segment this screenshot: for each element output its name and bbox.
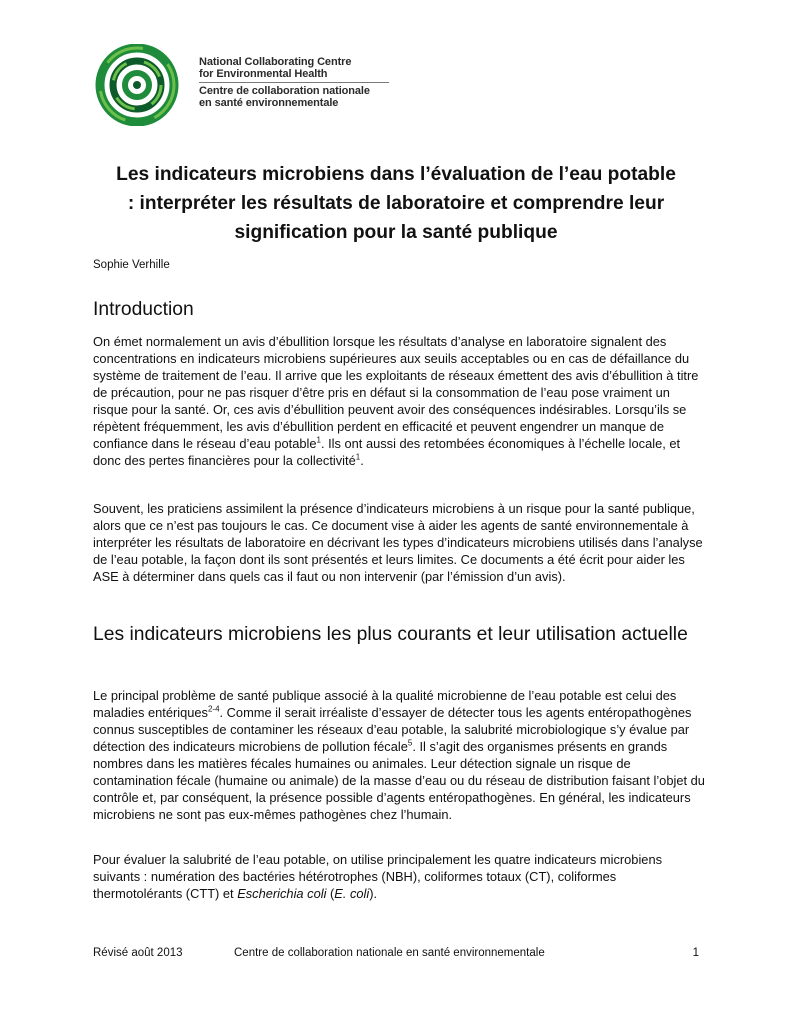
footer-organization: Centre de collaboration nationale en santé environnementale [234,947,545,959]
intro-paragraph-1 [93,333,705,469]
citation-ref: 1 [355,452,361,462]
species-name: Escherichia coli [237,886,327,901]
page-footer [93,947,699,963]
paragraph-text: ). [369,886,378,901]
page-number: 1 [692,947,699,959]
species-abbrev: E. coli [334,886,370,901]
paragraph-text: Pour évaluer la salubrité de l’eau potable, on utilise principalement les quatre indicateurs microbiens suivants : numération des bactéries hétérotrophes (NBH), coliformes totaux (CT), coliformes thermotolérants (CTT) et [93,852,663,901]
document-author: Sophie Verhille [93,259,170,271]
indicators-paragraph-1 [93,687,705,823]
footer-revision-date: Révisé août 2013 [93,947,183,959]
citation-ref: 2-4 [207,704,220,714]
paragraph-text: Le principal problème de santé publique associé à la qualité microbienne de l’eau potable est celui des maladies entériques [93,688,677,720]
paragraph-text: . Il s’agit des organismes présents en grands nombres dans les matières fécales humaines ou animales. Leur détection signale un risque de contamination fécale (humaine ou animale) de la masse d’eau ou du réseau de distribution faisant l’objet du contrôle et, par conséquent, la présence possible d’agents entéropathogènes. En général, les indicateurs microbiens ne sont pas eux-mêmes pathogènes chez l’humain. [93,739,705,822]
citation-ref: 1 [316,435,321,445]
paragraph-text: . Ils ont aussi des retombées économiques à l’échelle locale, et donc des pertes financières pour la collectivité [93,436,681,468]
org-name-en-line2: for Environmental Health [199,67,328,80]
citation-ref: 5 [407,738,413,748]
section-heading-introduction: Introduction [93,299,194,320]
organization-name [199,57,399,109]
org-divider [199,82,389,83]
paragraph-text: . [360,453,364,468]
org-name-fr-line2: en santé environnementale [199,96,339,109]
paragraph-text: On émet normalement un avis d’ébullition lorsque les résultats d’analyse en laboratoire signalent des concentrations en indicateurs microbiens supérieures aux seuils acceptables ou en cas de défaillance du système de traitement de l’eau. Il arrive que les exploitants de réseaux émettent des avis d’ébullition à titre de précaution, pour ne pas risquer d’être pris en défaut si la consommation de l’eau pose vraiment un risque pour la santé. Or, ces avis d’ébullition peuvent avoir des conséquences indésirables. Lorsqu’ils se répètent fréquemment, les avis d’ébullition perdent en efficacité et peuvent engendrer un manque de confiance dans le réseau d’eau potable [93,334,699,451]
indicators-paragraph-2 [93,851,705,902]
intro-paragraph-2 [93,500,705,585]
paragraph-text: Souvent, les praticiens assimilent la présence d’indicateurs microbiens à un risque pour la santé publique, alors que ce n’est pas toujours le cas. Ce document vise à aider les agents de santé environnementale à interpréter les résultats de laboratoire en décrivant les types d’indicateurs microbiens utilisés dans l’analyse de l’eau potable, la façon dont ils sont présentés et leurs limites. Ce documents a été écrit pour aider les ASE à déterminer dans quels cas il faut ou non intervenir (par l’émission d’un avis). [93,501,703,584]
org-name-en-line1: National Collaborating Centre [199,56,352,68]
section-heading-indicators: Les indicateurs microbiens les plus courants et leur utilisation actuelle [93,624,688,645]
paragraph-text: . Comme il serait irréaliste d’essayer de détecter tous les agents entéropathogènes connus susceptibles de contaminer les réseaux d’eau potable, la salubrité microbiologique s’y évalue par détection des indicateurs microbiens de pollution fécale [93,705,692,754]
ncceh-logo-icon [92,44,182,126]
paragraph-text: ( [326,886,335,901]
document-title: Les indicateurs microbiens dans l’évaluation de l’eau potable : interpréter les résultats de laboratoire et comprendre leur signification pour la santé publique [116,164,676,243]
org-name-fr-line1: Centre de collaboration nationale [199,85,370,97]
